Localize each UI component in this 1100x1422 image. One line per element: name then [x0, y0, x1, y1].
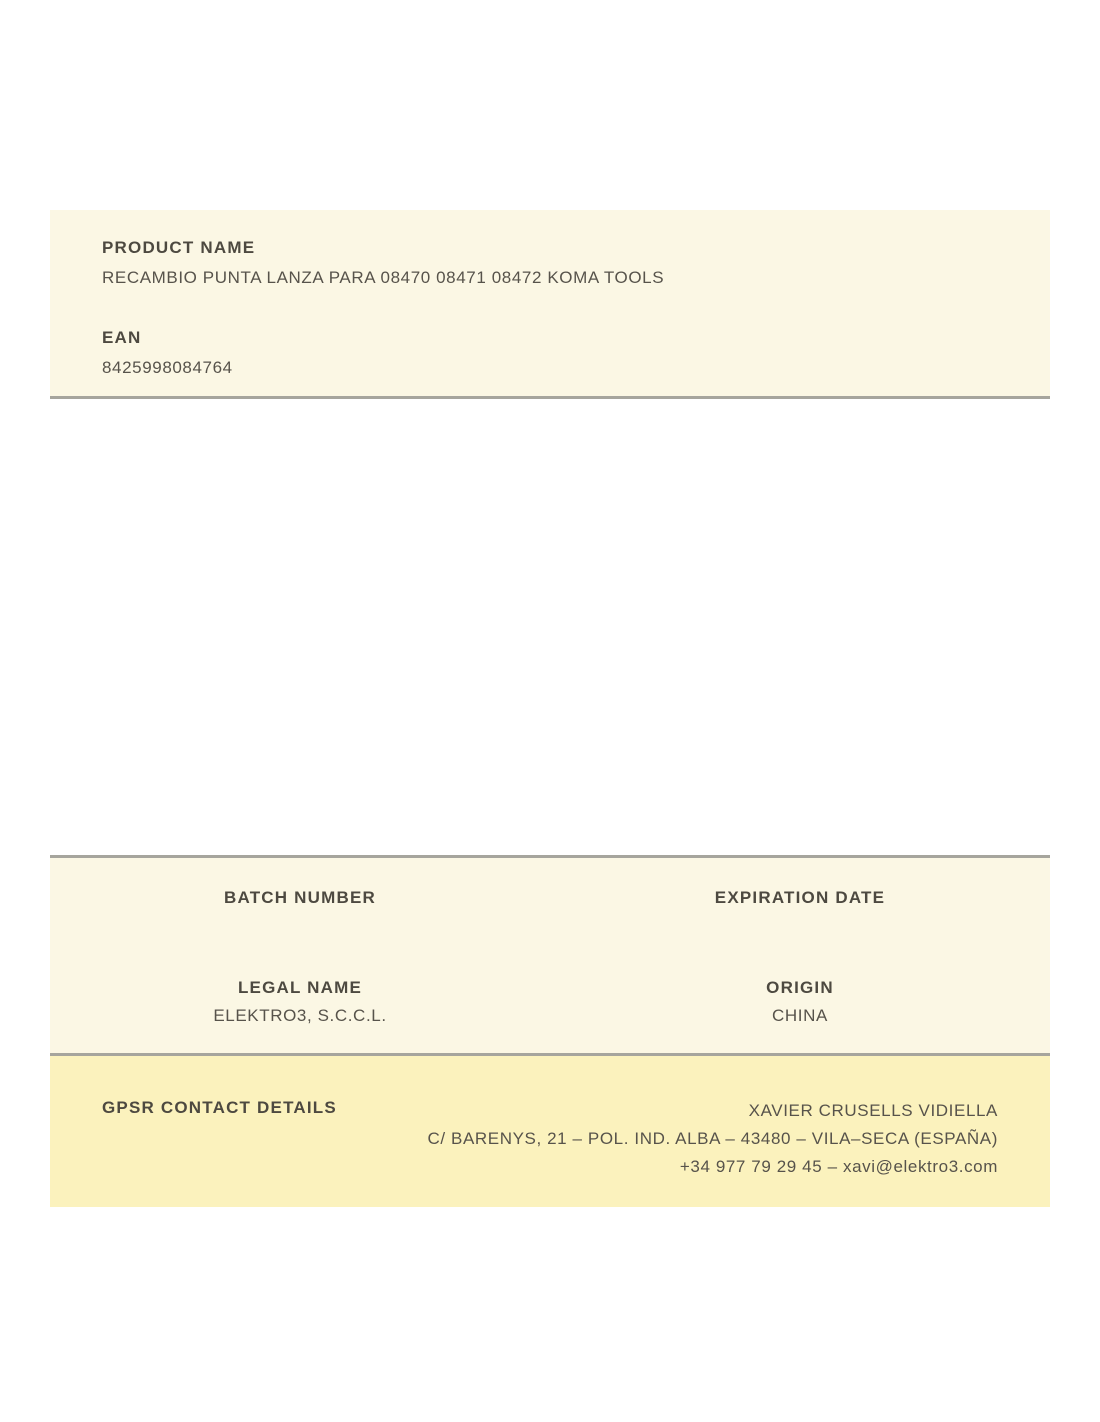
product-name-label: PRODUCT NAME — [102, 238, 256, 257]
gpsr-contact-phone-email: +34 977 79 29 45 – xavi@elektro3.com — [679, 1157, 998, 1176]
legal-name-label: LEGAL NAME — [237, 978, 363, 997]
gpsr-contact-section — [50, 1053, 1050, 1207]
batch-number-label: BATCH NUMBER — [224, 888, 376, 907]
product-info-section — [50, 210, 1050, 399]
batch-number-column — [50, 887, 550, 909]
gpsr-contact-block — [427, 1097, 998, 1181]
product-name-field — [102, 237, 998, 289]
legal-name-value: ELEKTRO3, S.C.C.L. — [213, 1006, 387, 1025]
origin-column — [550, 977, 1050, 1027]
batch-origin-section — [50, 855, 1050, 1053]
gpsr-contact-label: GPSR CONTACT DETAILS — [102, 1098, 337, 1117]
legal-name-column — [50, 977, 550, 1027]
ean-field — [102, 327, 998, 379]
product-name-value: RECAMBIO PUNTA LANZA PARA 08470 08471 08472 KOMA TOOLS — [102, 268, 665, 287]
legal-origin-row — [50, 977, 1050, 1027]
origin-value: CHINA — [772, 1006, 828, 1025]
ean-value: 8425998084764 — [102, 358, 233, 377]
gpsr-contact-name: XAVIER CRUSELLS VIDIELLA — [748, 1101, 998, 1120]
expiration-date-label: EXPIRATION DATE — [714, 888, 886, 907]
ean-label: EAN — [102, 328, 142, 347]
origin-label: ORIGIN — [766, 978, 834, 997]
gpsr-contact-address: C/ BARENYS, 21 – POL. IND. ALBA – 43480 – VILA–SECA (ESPAÑA) — [427, 1129, 998, 1148]
expiration-date-column — [550, 887, 1050, 909]
batch-header-row — [50, 887, 1050, 909]
